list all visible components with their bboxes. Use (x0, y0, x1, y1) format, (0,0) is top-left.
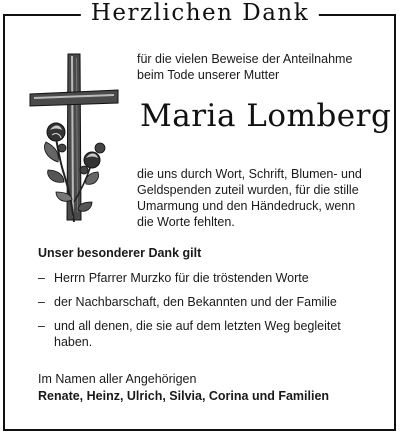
dash-bullet: – (38, 319, 45, 333)
signoff: Im Namen aller Angehörigen (38, 372, 197, 386)
list-item-text: der Nachbarschaft, den Bekannten und der Familie (54, 295, 337, 309)
intro-line: für die vielen Beweise der Anteilnahme (137, 52, 353, 66)
dash-bullet: – (38, 295, 45, 309)
list-item (38, 270, 373, 286)
family-names: Renate, Heinz, Ulrich, Silvia, Corina und Familien (38, 389, 330, 403)
special-thanks-heading: Unser besonderer Dank gilt (38, 246, 202, 260)
cross-with-roses-image (28, 52, 120, 222)
body-line: Umarmung und den Händedruck, wenn (137, 199, 356, 213)
intro-text (137, 51, 377, 83)
body-line: die Worte fehlten. (137, 215, 235, 229)
list-item (38, 294, 373, 310)
notice-heading: Herzlichen Dank (81, 0, 319, 27)
deceased-name: Maria Lomberg (140, 98, 392, 134)
list-item-text: Herrn Pfarrer Murzko für die tröstenden Worte (54, 271, 309, 285)
list-item-text: und all denen, die sie auf dem letzten Weg begleitet haben. (54, 319, 341, 349)
dash-bullet: – (38, 271, 45, 285)
thanks-list (38, 270, 373, 358)
body-text (137, 166, 382, 230)
body-line: die uns durch Wort, Schrift, Blumen- und (137, 167, 362, 181)
list-item (38, 318, 373, 350)
body-line: Geldspenden zuteil wurden, für die stille (137, 183, 359, 197)
intro-line: beim Tode unserer Mutter (137, 68, 280, 82)
